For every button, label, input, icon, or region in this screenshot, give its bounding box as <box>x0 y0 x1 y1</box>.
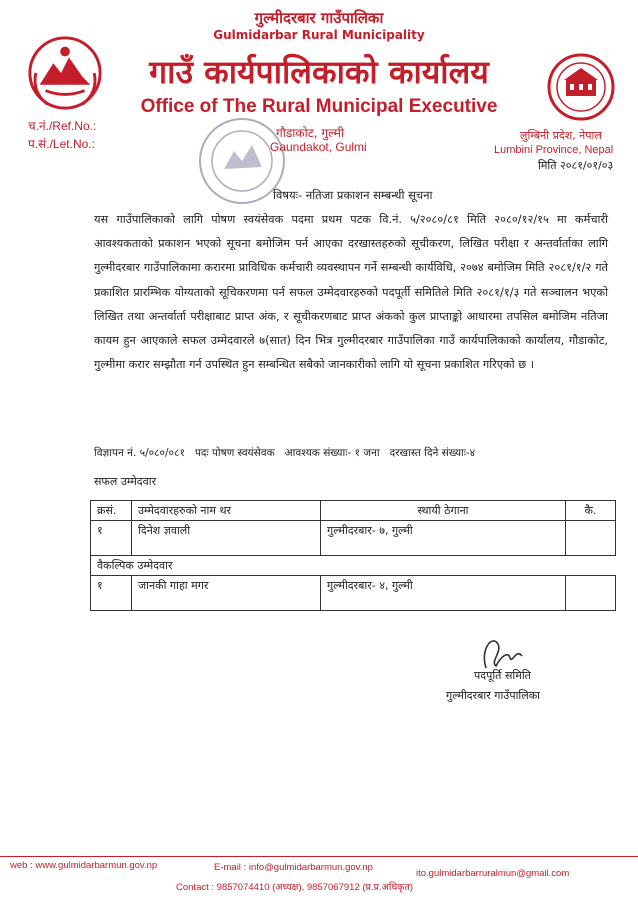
office-title-np: गाउँ कार्यपालिकाको कार्यालय <box>149 53 489 91</box>
notice-body: यस गाउँपालिकाको लागि पोषण स्वयंसेवक पदमा प्रथम पटक वि.नं. ५/२०८०/८१ मिति २०८०/१२/१५ मा कर्मचारी आवश्यकताको प्रकाशन भएको सूचना बमोजिम पर्न आएका दरखास्तहरुको सूचीकरण, लिखित परीक्षा र अन्तर्वार्ताका लागि गुल्मीदरबार गाउँपालिकामा करारमा प्राविधिक कर्मचारी व्यवस्थापन गर्ने सम्बन्धी कार्यविधि, २०७४ बमोजिम मिति २०८१/१/२ गते प्रकाशित प्रारम्भिक योग्यताको सूचिकरणमा पर्न सफल उम्मेदवारहरुको पदपूर्ती समितिले मिति २०८१/१/३ गते सञ्चालन भएको लिखित तथा अन्तर्वार्ता परीक्षाबाट प्राप्त अंक, र सूचीकरणबाट प्राप्त अंकको कुल प्राप्ताङ्को आधारमा तपसिल बमोजिम नतिजा कायम हुन आएकाले सफल उम्मेदवारले ७(सात) दिन भित्र गुल्मीदरबार गाउँपालिका गाउँ कार्यपालिकाको कार्यालय, गौडाकोट, गुल्मीमा करार सम्झौता गर्न उपस्थित हुन सम्बन्धित सबैको जानकारीको लागि यो सूचना प्रकाशित गरिएको छ । <box>94 213 608 372</box>
serial-cell: १ <box>91 576 132 611</box>
address-cell: गुल्मीदरबार- ४, गुल्मी <box>321 576 566 611</box>
alternate-candidates-title: वैकल्पिक उम्मेदवार <box>91 556 616 576</box>
email-link[interactable]: E-mail : info@gulmidarbarmun.gov.np <box>214 862 373 873</box>
name-cell: दिनेश ज्ञवाली <box>132 521 321 556</box>
serial-cell: १ <box>91 521 132 556</box>
column-header: स्थायी ठेगाना <box>321 501 566 521</box>
subject-line: विषयः- नतिजा प्रकाशन सम्बन्धी सूचना <box>273 188 433 202</box>
table-row <box>91 521 616 556</box>
nepal-emblem-icon <box>26 34 104 112</box>
address-en: Gaundakot, Gulmi <box>270 140 367 154</box>
remarks-cell <box>566 576 616 611</box>
letter-no-label: प.सं./Let.No.: <box>28 137 95 151</box>
municipality-logo-icon <box>546 52 616 122</box>
advertisement-details <box>94 446 614 460</box>
province-np: लुम्बिनी प्रदेश, नेपाल <box>520 129 602 142</box>
remarks-cell <box>566 521 616 556</box>
name-cell: जानकी गाहा मगर <box>132 576 321 611</box>
alternate-title-row <box>91 556 616 576</box>
address-np: गौडाकोट, गुल्मी <box>276 126 345 140</box>
municipality-name-en: Gulmidarbar Rural Municipality <box>213 28 425 42</box>
committee-name: पदपूर्ति समिति <box>474 669 531 682</box>
required-count: आवश्यक संख्याः- १ जना <box>284 447 380 459</box>
post-name: पदः पोषण स्वयंसेवक <box>194 447 275 459</box>
website-link[interactable]: web : www.gulmidarbarmun.gov.np <box>10 860 158 871</box>
municipality-signature-name: गुल्मीदरबार गाउँपालिका <box>446 689 541 702</box>
date: मिति २०८१/०१/०३ <box>538 159 614 172</box>
email-link-secondary[interactable]: ito.gulmidarbarruralmun@gmail.com <box>416 868 570 879</box>
municipality-name-np: गुल्मीदरबार गाउँपालिका <box>254 9 384 27</box>
applicant-count: दरखास्त दिने संख्याः-४ <box>389 447 476 459</box>
column-header: कै. <box>566 501 616 521</box>
address-cell: गुल्मीदरबार- ७, गुल्मी <box>321 521 566 556</box>
advertisement-number: विज्ञापन नं. ५/०८०/०८१ <box>94 447 185 459</box>
column-header: उम्मेदवारहरुको नाम थर <box>132 501 321 521</box>
ref-no-label: च.नं./Ref.No.: <box>28 119 97 133</box>
successful-candidates-title: सफल उम्मेदवार <box>94 475 157 488</box>
province-en: Lumbini Province, Nepal <box>494 144 614 156</box>
contact-numbers: Contact : 9857074410 (अध्यक्ष), 9857067912 (प्र.प्र.अधिकृत) <box>176 882 414 893</box>
column-header: क्रसं. <box>91 501 132 521</box>
candidates-table <box>90 500 616 611</box>
office-title-en: Office of The Rural Municipal Executive <box>140 96 498 117</box>
table-header-row <box>91 501 616 521</box>
footer-divider <box>0 856 638 857</box>
table-row <box>91 576 616 611</box>
